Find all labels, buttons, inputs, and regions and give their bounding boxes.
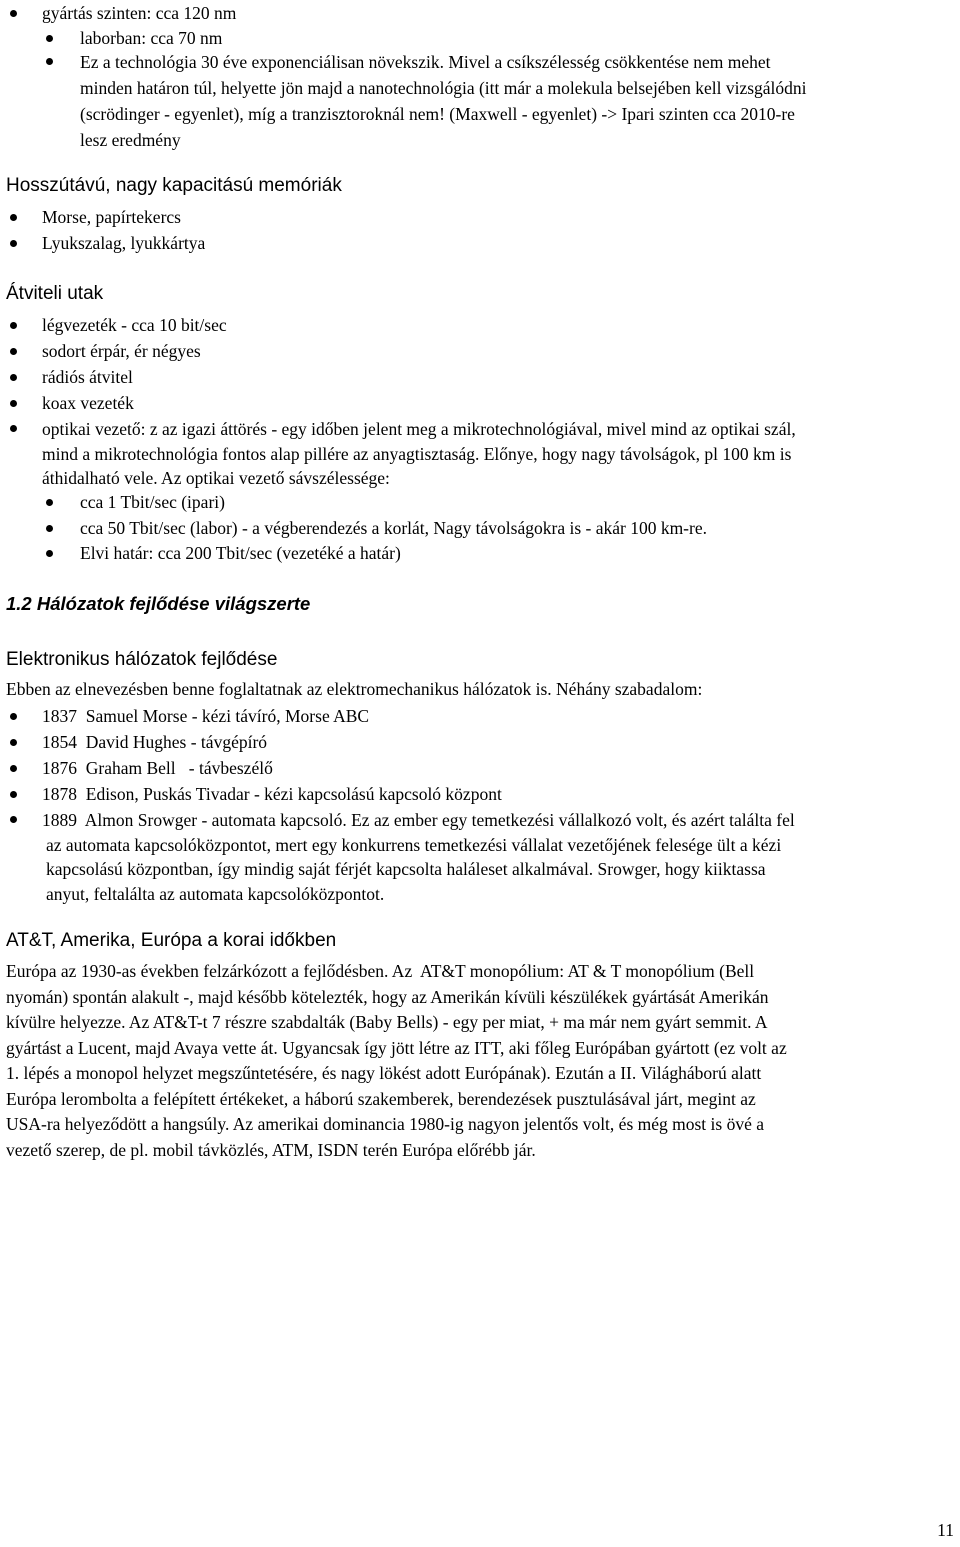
paragraph-line: gyártást a Lucent, majd Avaya vette át. Ugyancsak így jött létre az ITT, aki főleg Európában gyártott (ez volt az — [6, 1037, 787, 1058]
list-item — [0, 27, 940, 49]
page-number: 11 — [937, 1520, 954, 1540]
list-item-text: laborban: cca 70 nm — [80, 28, 223, 48]
list-item-text: koax vezeték — [42, 393, 134, 413]
list-item — [0, 2, 940, 24]
bullet-icon — [46, 499, 53, 506]
list-item — [0, 50, 950, 153]
bullet-icon — [10, 322, 17, 329]
list-item-text: 1878 Edison, Puskás Tivadar - kézi kapcsolású kapcsoló központ — [42, 784, 502, 804]
list-item — [0, 731, 940, 753]
transmission-heading: Átviteli utak — [6, 283, 104, 304]
list-item-text-line: 1889 Almon Srowger - automata kapcsoló. Ez az ember egy temetkezési vállalkozó volt, és azért találta fel — [42, 810, 795, 830]
memories-heading: Hosszútávú, nagy kapacitású memóriák — [6, 175, 342, 196]
paragraph-line: USA-ra helyeződött a hangsúly. Az amerikai dominancia 1980-ig nagyon jelentős volt, és még most is övé a — [6, 1114, 764, 1134]
list-item-text-line: optikai vezető: z az igazi áttörés - egy időben jelent meg a mikrotechnológiával, mivel mind az optikai szál, — [42, 419, 796, 439]
list-item — [0, 517, 940, 539]
paragraph-line: vezető szerep, de pl. mobil távközlés, ATM, ISDN terén Európa előrébb jár. — [6, 1139, 536, 1160]
bullet-icon — [10, 713, 17, 720]
list-item-text-line: az automata kapcsolóközpontot, mert egy konkurrens temetkezési vállalat vezetőjének felesége ült a kézi — [46, 834, 782, 855]
list-item — [0, 491, 940, 513]
bullet-icon — [10, 816, 17, 823]
list-item — [0, 366, 940, 388]
list-item-text-line: mind a mikrotechnológia fontos alap pillére az anyagtisztaság. Előnye, hogy nagy távolságok, pl 100 km is — [42, 443, 792, 464]
list-item-text: 1876 Graham Bell - távbeszélő — [42, 758, 273, 778]
list-item — [0, 314, 940, 336]
list-item — [0, 392, 940, 414]
bullet-icon — [10, 765, 17, 772]
list-item — [0, 705, 940, 727]
paragraph-line: Európa az 1930-as években felzárkózott a fejlődésben. Az AT&T monopólium: AT & T monopólium (Bell — [6, 961, 755, 981]
list-item-text: Morse, papírtekercs — [42, 207, 181, 227]
list-item-text-line: minden határon túl, helyette jön majd a nanotechnológia (itt már a molekula belsejében kell vizsgálódni — [80, 78, 807, 98]
paragraph-line: nyomán) spontán alakult -, majd később kötelezték, hogy az Amerikán kívüli készülékek gyártását Amerikán — [6, 986, 769, 1007]
bullet-icon — [46, 525, 53, 532]
bullet-icon — [10, 425, 17, 432]
list-item — [0, 757, 940, 779]
list-item — [0, 340, 940, 362]
att-heading: AT&T, Amerika, Európa a korai időkben — [6, 930, 337, 951]
list-item — [0, 808, 954, 906]
list-item-text: 1837 Samuel Morse - kézi távíró, Morse ABC — [42, 706, 370, 726]
list-item-text-line: kapcsolású központban, így mindig saját férjét kapcsolta haláleset alkalmával. Srowger, hogy kiiktassa — [46, 859, 766, 879]
list-item-text: Lyukszalag, lyukkártya — [42, 233, 206, 253]
bullet-icon — [46, 58, 53, 65]
list-item-text: légvezeték - cca 10 bit/sec — [42, 315, 227, 335]
bullet-icon — [10, 240, 17, 247]
bullet-icon — [10, 10, 17, 17]
list-item-text-line: (scrödinger - egyenlet), míg a tranzisztoroknál nem! (Maxwell - egyenlet) -> Ipari szinten cca 2010-re — [80, 104, 795, 124]
bullet-icon — [10, 348, 17, 355]
electronic-intro: Ebben az elnevezésben benne foglaltatnak az elektromechanikus hálózatok is. Néhány szabadalom: — [6, 679, 703, 699]
list-item-text: sodort érpár, ér négyes — [42, 341, 201, 361]
list-item-text: gyártás szinten: cca 120 nm — [42, 3, 237, 23]
list-item — [0, 542, 940, 564]
paragraph-line: Európa lerombolta a felépített értékeket, a háború szakemberek, berendezések pusztulásával járt, megint az — [6, 1088, 756, 1109]
bullet-icon — [10, 400, 17, 407]
list-item — [0, 232, 940, 254]
bullet-icon — [46, 550, 53, 557]
list-item-text: cca 1 Tbit/sec (ipari) — [80, 492, 225, 512]
list-item-text-line: lesz eredmény — [80, 130, 181, 150]
att-paragraph — [6, 959, 954, 1163]
list-item — [0, 783, 940, 805]
list-item-text-line: Ez a technológia 30 éve exponenciálisan növekszik. Mivel a csíkszélesség csökkentése nem mehet — [80, 52, 771, 72]
bullet-icon — [10, 214, 17, 221]
bullet-icon — [10, 739, 17, 746]
bullet-icon — [10, 374, 17, 381]
list-item — [0, 417, 954, 491]
bullet-icon — [46, 35, 53, 42]
list-item-text: rádiós átvitel — [42, 367, 133, 387]
list-item — [0, 206, 940, 228]
paragraph-line: kívülre helyezze. Az AT&T-t 7 részre szabdalták (Baby Bells) - egy per miat, + ma már nem gyárt semmit. A — [6, 1012, 768, 1032]
list-item-text-line: áthidalható vele. Az optikai vezető sávszélessége: — [42, 468, 390, 488]
section-title: 1.2 Hálózatok fejlődése világszerte — [6, 593, 311, 614]
list-item-text: Elvi határ: cca 200 Tbit/sec (vezetéké a határ) — [80, 543, 401, 563]
list-item-text-line: anyut, feltalálta az automata kapcsolóközpontot. — [46, 883, 385, 904]
list-item-text: 1854 David Hughes - távgépíró — [42, 732, 268, 752]
list-item-text: cca 50 Tbit/sec (labor) - a végberendezés a korlát, Nagy távolságokra is - akár 100 km-re. — [80, 518, 707, 538]
electronic-heading: Elektronikus hálózatok fejlődése — [6, 649, 278, 670]
bullet-icon — [10, 791, 17, 798]
paragraph-line: 1. lépés a monopol helyzet megszűntetésére, és nagy lökést adott Európának). Ezután a II. Világháború alatt — [6, 1063, 762, 1083]
